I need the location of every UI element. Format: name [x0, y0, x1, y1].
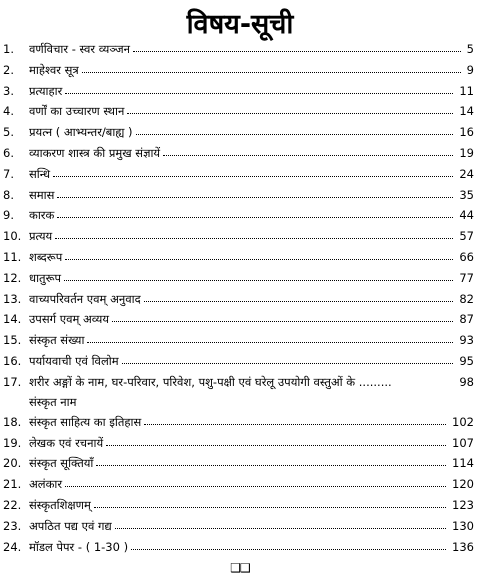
toc-entry-number: 15. [3, 333, 22, 348]
toc-entry-page: 123 [452, 497, 474, 512]
toc-entry-number: 11. [3, 249, 22, 264]
dot-leader [127, 113, 453, 114]
toc-entry [0, 101, 480, 122]
toc-entry [0, 164, 480, 185]
dot-leader [96, 465, 446, 466]
toc-entry-page: 95 [459, 353, 474, 368]
toc-entry-page: 9 [466, 62, 474, 77]
toc-entry-title: उपसर्ग एवम् अव्यय [29, 312, 110, 327]
dot-leader [115, 528, 446, 529]
toc-entry [0, 453, 480, 474]
toc-entry [0, 372, 480, 412]
toc-entry-number: 19. [3, 435, 22, 450]
toc-entry-page: 24 [459, 166, 474, 181]
toc-entry-number: 10. [3, 229, 22, 244]
toc-entry-page: 66 [459, 249, 474, 264]
toc-entry-title: प्रत्यय [29, 229, 53, 244]
toc-entry-title: पर्यायवाची एवं विलोम [29, 353, 119, 368]
dot-leader [53, 176, 453, 177]
dot-leader [133, 51, 461, 52]
toc-entry-page: 44 [459, 208, 474, 223]
dot-leader [122, 363, 454, 364]
toc-entry-page: 57 [459, 229, 474, 244]
toc-entry [0, 537, 480, 558]
toc-entry-number: 13. [3, 291, 22, 306]
toc-entry [0, 205, 480, 226]
dot-leader [163, 155, 453, 156]
page-title: विषय-सूची [186, 9, 294, 40]
dot-leader [144, 301, 454, 302]
dot-leader [106, 445, 446, 446]
end-mark: ❑❑ [230, 561, 250, 575]
toc-entry [0, 247, 480, 268]
toc-entry-number: 14. [3, 312, 22, 327]
toc-entry [0, 495, 480, 516]
toc-entry-number: 24. [3, 539, 22, 554]
toc-entry-number: 17. [3, 374, 22, 389]
toc-entry-title: संस्कृत साहित्य का इतिहास [29, 414, 142, 429]
toc-entry-title: लेखक एवं रचनायें [29, 435, 104, 450]
toc-entry-page: 5 [466, 42, 474, 56]
toc-entry-page: 93 [459, 333, 474, 348]
toc-entry-page: 19 [459, 145, 474, 160]
toc-entry-title: व्याकरण शास्त्र की प्रमुख संज्ञायें [29, 145, 161, 160]
dot-leader [57, 217, 453, 218]
dot-leader [57, 197, 453, 198]
toc-entry-page: 130 [452, 518, 474, 533]
toc-entry-number: 8. [3, 187, 14, 202]
toc-entry-number: 20. [3, 456, 22, 471]
toc-entry-title: संस्कृत संख्या [29, 333, 85, 348]
dot-leader [65, 259, 453, 260]
toc-entry-page: 77 [459, 270, 474, 285]
toc-entry-page: 87 [459, 312, 474, 327]
toc-entry-number: 22. [3, 497, 22, 512]
toc-entry-number: 9. [3, 208, 14, 223]
toc-entry-number: 18. [3, 414, 22, 429]
dot-leader [144, 424, 446, 425]
toc-entry-page: 120 [452, 477, 474, 492]
toc-entry-title: वाच्यपरिवर्तन एवम् अनुवाद [29, 291, 141, 306]
toc-entry [0, 474, 480, 495]
toc-entry-number: 12. [3, 270, 22, 285]
toc-entry-title: प्रयत्न ( आभ्यन्तर/बाह्य ) [29, 125, 133, 140]
toc-entry-title: कारक [29, 208, 55, 223]
dot-leader [136, 134, 454, 135]
dot-leader [112, 321, 453, 322]
toc-entry [0, 81, 480, 102]
toc-entry [0, 289, 480, 310]
toc-entry [0, 412, 480, 433]
toc-entry-number: 5. [3, 125, 14, 140]
dot-leader [94, 507, 446, 508]
toc-entry [0, 185, 480, 206]
toc-entry-page: 82 [459, 291, 474, 306]
toc-entry-title: माहेश्वर सूत्र [29, 62, 79, 77]
toc-entry-number: 4. [3, 104, 14, 119]
toc-entry [0, 143, 480, 164]
toc-entry-page: 16 [459, 125, 474, 140]
table-of-contents [0, 39, 480, 557]
toc-entry-title: समास [29, 187, 55, 202]
toc-entry [0, 351, 480, 372]
toc-entry-title: मॉडल पेपर - ( 1-30 ) [29, 539, 129, 554]
toc-entry-page: 14 [459, 104, 474, 119]
toc-entry-number: 21. [3, 477, 22, 492]
toc-entry-title: शब्दरूप [29, 249, 63, 264]
toc-entry-title: संस्कृत सूक्तियाँ [29, 456, 94, 471]
toc-entry [0, 226, 480, 247]
toc-entry-title: प्रत्याहार [29, 83, 63, 98]
dot-leader [82, 72, 461, 73]
toc-entry-title: अलंकार [29, 477, 63, 492]
toc-entry [0, 516, 480, 537]
toc-entry-title: शरीर अङ्गों के नाम, घर-परिवार, परिवेश, पशु-पक्षी एवं घरेलू उपयोगी वस्तुओं के ......... [29, 374, 392, 389]
toc-entry [0, 268, 480, 289]
dot-leader [55, 238, 453, 239]
dot-leader [131, 549, 446, 550]
toc-entry-title: वर्णविचार - स्वर व्यञ्जन [29, 42, 131, 56]
toc-entry-number: 6. [3, 145, 14, 160]
toc-entry-title: अपठित पद्य एवं गद्य [29, 518, 112, 533]
dot-leader [65, 486, 446, 487]
toc-entry-number: 1. [3, 42, 14, 56]
dot-leader [65, 93, 453, 94]
toc-entry-page: 114 [452, 456, 474, 471]
toc-entry-number: 16. [3, 353, 22, 368]
toc-entry-page: 102 [452, 414, 474, 429]
toc-entry [0, 433, 480, 454]
toc-entry-page: 11 [459, 83, 474, 98]
toc-entry [0, 60, 480, 81]
toc-entry-title: संस्कृतशिक्षणम् [29, 497, 91, 512]
toc-entry-title-continued: संस्कृत नाम [29, 394, 77, 409]
toc-entry [0, 39, 480, 60]
dot-leader [64, 280, 453, 281]
toc-entry [0, 309, 480, 330]
toc-entry-number: 23. [3, 518, 22, 533]
toc-entry-number: 3. [3, 83, 14, 98]
toc-entry-title: सन्धि [29, 166, 51, 181]
toc-entry [0, 122, 480, 143]
toc-entry-title: वर्णों का उच्चारण स्थान [29, 104, 125, 119]
toc-entry-number: 2. [3, 62, 14, 77]
toc-entry-title: धातुरूप [29, 270, 62, 285]
toc-entry-page: 136 [452, 539, 474, 554]
toc-entry-page: 35 [459, 187, 474, 202]
toc-entry-page: 107 [452, 435, 474, 450]
toc-entry [0, 330, 480, 351]
toc-entry-page: 98 [459, 374, 474, 389]
dot-leader [87, 342, 453, 343]
toc-entry-number: 7. [3, 166, 14, 181]
